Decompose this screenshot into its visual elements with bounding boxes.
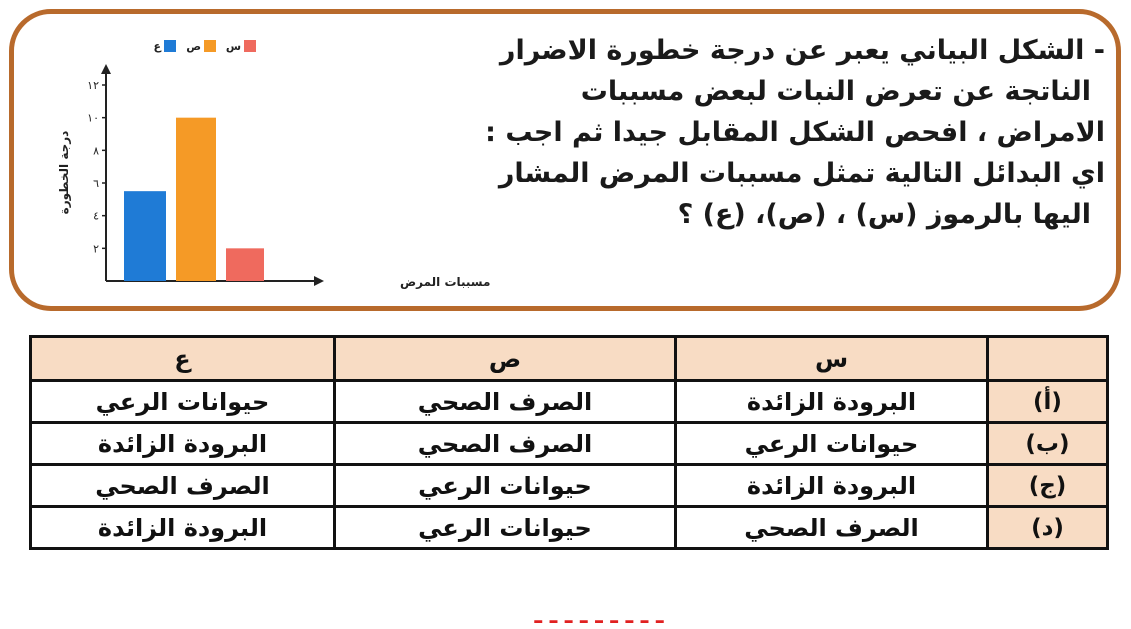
y-tick-label: ٤ [93,209,99,223]
answer-table [29,335,1109,550]
legend-swatch [204,40,216,52]
column-header: س [676,337,988,381]
y-tick-label: ٦ [93,177,99,190]
bar [124,191,166,281]
question-text [405,30,1105,235]
y-tick-label: ١٠ [87,111,99,125]
table-row[interactable] [31,381,1108,423]
table-cell: الصرف الصحي [31,465,335,507]
table-cell: البرودة الزائدة [31,507,335,549]
table-row[interactable] [31,423,1108,465]
question-line: الناتجة عن تعرض النبات لبعض مسببات [580,76,1091,107]
option-label[interactable]: (ج) [988,465,1108,507]
option-label[interactable]: (د) [988,507,1108,549]
legend-label: ع [153,40,161,53]
table-cell: البرودة الزائدة [676,381,988,423]
column-header [988,337,1108,381]
table-cell: حيوانات الرعي [31,381,335,423]
table-cell: الصرف الصحي [676,507,988,549]
footer-partial-text: ـ ـ ـ ـ ـ ـ ـ ـ ـ [534,604,664,629]
bar [176,118,216,281]
bar-chart-svg [44,34,491,296]
option-label[interactable]: (ب) [988,423,1108,465]
y-tick-label: ١٢ [87,79,99,92]
legend-label: س [225,40,241,53]
table-cell: حيوانات الرعي [676,423,988,465]
table-cell: الصرف الصحي [335,381,676,423]
column-header: ع [31,337,335,381]
question-line: اي البدائل التالية تمثل مسببات المرض المشار [498,158,1105,189]
y-axis-arrow [101,64,111,74]
table-row[interactable] [31,465,1108,507]
legend-swatch [244,40,256,52]
question-line: - الشكل البياني يعبر عن درجة خطورة الاضرار [499,35,1105,66]
table-cell: حيوانات الرعي [335,507,676,549]
bar [226,248,264,281]
option-label[interactable]: (أ) [988,381,1108,423]
legend-label: ص [186,40,201,53]
table-header-row [31,337,1108,381]
legend-swatch [164,40,176,52]
table-cell: الصرف الصحي [335,423,676,465]
y-axis-label: درجة الخطورة [57,130,71,215]
bar-chart [44,34,491,296]
y-tick-label: ٨ [93,144,99,158]
column-header: ص [335,337,676,381]
table-row[interactable] [31,507,1108,549]
question-line: الامراض ، افحص الشكل المقابل جيدا ثم اجب : [485,117,1105,148]
x-axis-label: مسببات المرض [400,275,491,289]
table-cell: البرودة الزائدة [676,465,988,507]
table-cell: حيوانات الرعي [335,465,676,507]
y-tick-label: ٢ [93,242,99,256]
footer-strip [329,600,869,629]
table-cell: البرودة الزائدة [31,423,335,465]
question-line: اليها بالرموز (س) ، (ص)، (ع) ؟ [677,199,1091,230]
x-axis-arrow [314,276,324,286]
